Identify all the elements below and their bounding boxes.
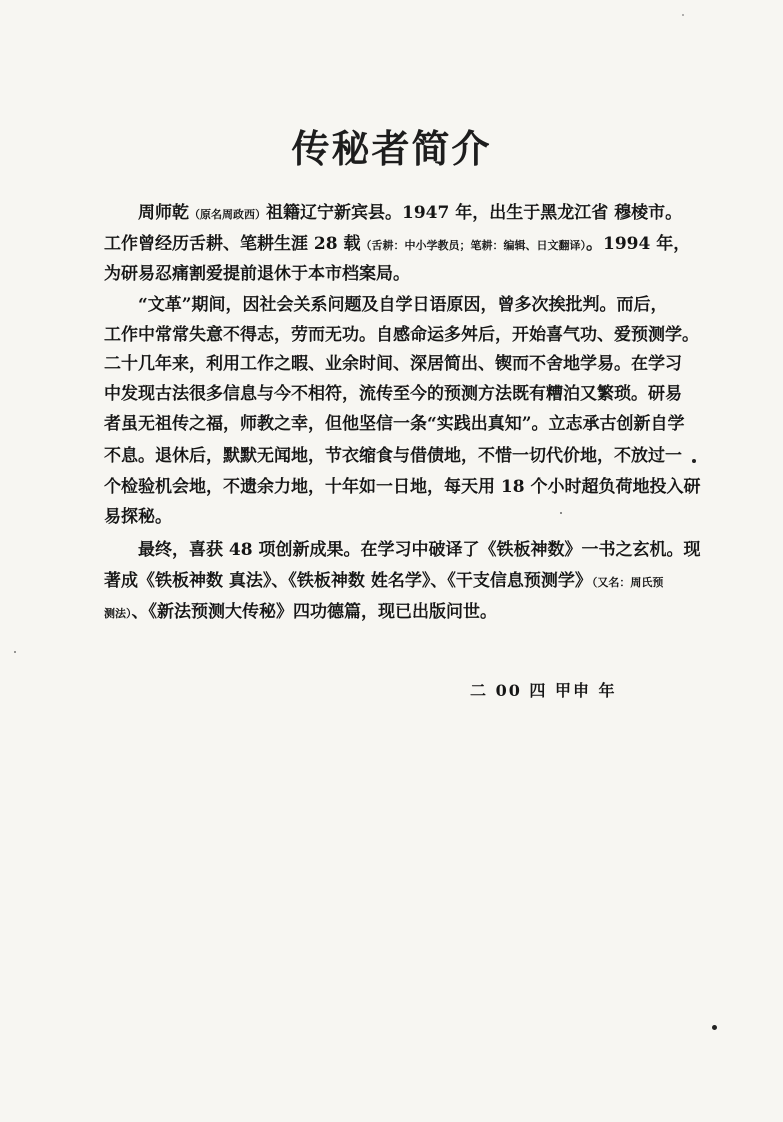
annotation-note: （舌耕：中小学教员；笔耕：编辑、日文翻译） [360, 239, 586, 252]
scan-speck [712, 1025, 717, 1030]
text-line: 易探秘。 [104, 507, 172, 527]
text-line: 者虽无祖传之福，师教之幸，但他坚信一条“实践出真知”。立志承古创新自学 [104, 414, 685, 434]
text-segment: 著成《铁板神数 真法》、《铁板神数 姓名学》、《干支信息预测学》 [104, 571, 592, 591]
annotation-note: （又名：周氏预 [591, 576, 664, 589]
annotation-note: 测法） [104, 607, 132, 620]
text-line: 不息。退休后，默默无闻地，节衣缩食与借债地，不惜一切代价地，不放过一 [104, 446, 682, 466]
annotation-note: （原名周政西） [189, 208, 266, 221]
text-line: 工作中常常失意不得志，劳而无功。自感命运多舛后，开始喜气功、爱预测学。 [104, 325, 699, 345]
text-line [104, 604, 497, 621]
text-segment: 、《新法预测大传秘》四功德篇，现已出版问世。 [131, 602, 497, 622]
text-line [104, 236, 690, 253]
text-segment: 祖籍辽宁新宾县。1947 年，出生于黑龙江省 穆棱市。 [266, 203, 683, 223]
text-line: 为研易忍痛割爱提前退休于本市档案局。 [104, 264, 410, 284]
text-line: “文革”期间，因社会关系问题及自学日语原因，曾多次挨批判。而后， [138, 295, 668, 315]
text-line: 最终，喜获 48 项创新成果。在学习中破译了《铁板神数》一书之玄机。现 [138, 540, 701, 560]
date-line: 二 00 四 甲申 年 [470, 681, 617, 700]
scan-speck [682, 14, 684, 16]
scan-speck [560, 512, 562, 514]
text-line [138, 205, 682, 222]
page-title: 传秘者简介 [291, 126, 492, 171]
scan-speck [14, 651, 16, 653]
text-segment: 工作曾经历舌耕、笔耕生涯 28 载 [104, 234, 361, 254]
text-segment: 周师乾 [138, 203, 189, 223]
text-line: 个检验机会地，不遗余力地，十年如一日地，每天用 18 个小时超负荷地投入研 [104, 477, 701, 497]
text-line [104, 573, 663, 590]
text-line: 二十几年来，利用工作之暇、业余时间、深居简出、锲而不舍地学易。在学习 [104, 354, 682, 374]
scan-speck [692, 459, 696, 463]
text-segment: 。1994 年， [586, 234, 691, 254]
text-line: 中发现古法很多信息与今不相符，流传至今的预测方法既有糟泊又繁琐。研易 [104, 384, 682, 404]
